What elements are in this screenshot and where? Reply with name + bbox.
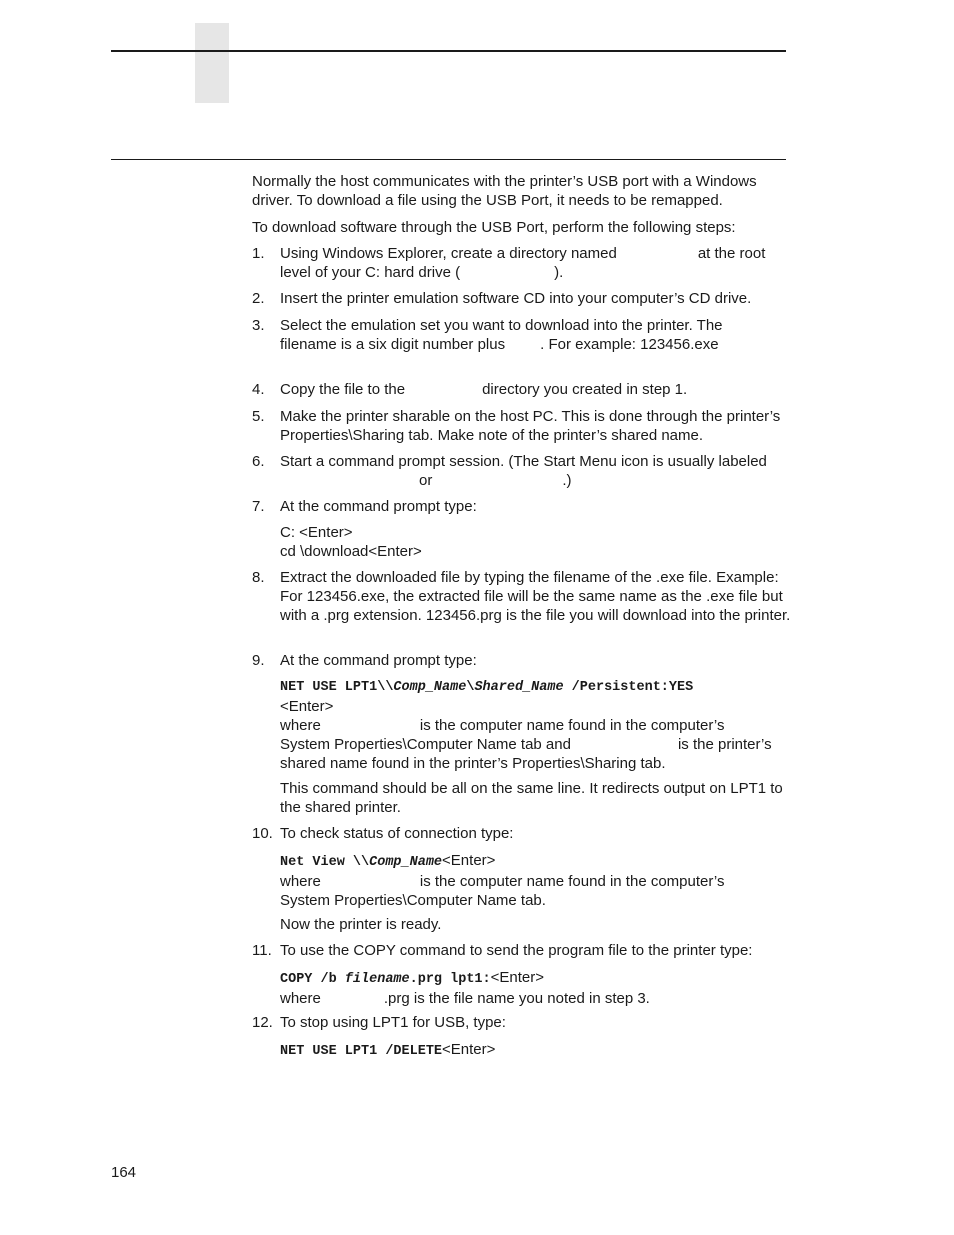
step-number: 6. (252, 453, 265, 470)
net-use-command (280, 678, 792, 697)
step-6-b: .) (562, 472, 572, 489)
step-6-a: or (419, 472, 433, 489)
cmd-filename: filename (344, 972, 410, 987)
step-1-a: Using Windows Explorer, create a directory named (280, 245, 617, 262)
where-text: is the printer’s (677, 736, 772, 753)
step-number: 7. (252, 498, 265, 515)
step-2-text: Insert the printer emulation software CD into your computer’s CD drive. (280, 290, 752, 307)
where-label: where (280, 873, 321, 890)
step-number: 4. (252, 381, 265, 398)
header-rule (111, 50, 786, 52)
step-number: 12. (252, 1014, 273, 1031)
where-text: is the computer name found in the computer’s (419, 717, 725, 734)
step-10-command (280, 851, 792, 910)
step-6-line1: Start a command prompt session. (The Start Menu icon is usually labeled (280, 453, 767, 470)
step-9-text: At the command prompt type: (280, 652, 477, 669)
step-number: 2. (252, 290, 265, 307)
step-3-a: filename is a six digit number plus (280, 336, 506, 353)
step-1-text (280, 244, 792, 282)
cmd-part: \ (466, 680, 475, 695)
copy-command (280, 972, 491, 987)
cmd-part: /Persistent:YES (563, 680, 694, 695)
step-number: 10. (252, 825, 273, 842)
step-6-text (280, 452, 792, 490)
step-7-text: At the command prompt type: (280, 498, 477, 515)
step-12-command (280, 1040, 792, 1061)
cmd-part: .prg lpt1: (409, 972, 491, 987)
step-number: 3. (252, 317, 265, 334)
step-number: 11. (252, 942, 272, 959)
enter-key-text: <Enter> (442, 1041, 496, 1058)
where-text: System Properties\Computer Name tab. (280, 892, 546, 909)
step-4-text (280, 380, 792, 399)
step-1-c: level of your C: hard drive ( (280, 264, 461, 281)
where-text: is the computer name found in the computer’s (419, 873, 725, 890)
cmd-comp-name: Comp_Name (369, 855, 443, 870)
enter-key-text: <Enter> (442, 852, 496, 869)
where-text: .prg is the file name you noted in step 3. (383, 990, 650, 1007)
ready-text: Now the printer is ready. (280, 916, 442, 933)
step-5-text: Make the printer sharable on the host PC. This is done through the printer’s Properties\Sharing tab. Make note of the printer’s shared name. (280, 408, 781, 444)
section-rule (111, 159, 786, 160)
step-number: 8. (252, 569, 265, 586)
step-number: 5. (252, 408, 265, 425)
step-4-a: Copy the file to the (280, 381, 406, 398)
step-4-b: directory you created in step 1. (482, 381, 688, 398)
step-11-text: To use the COPY command to send the program file to the printer type: (280, 942, 753, 959)
page-number: 164 (111, 1164, 137, 1181)
step-12-text: To stop using LPT1 for USB, type: (280, 1014, 506, 1031)
step-3-line1: Select the emulation set you want to download into the printer. The (280, 317, 723, 334)
cmd-part: NET USE LPT1\\ (280, 680, 394, 695)
step-3-text (280, 316, 792, 354)
enter-key-text: <Enter> (280, 698, 334, 715)
step-number: 1. (252, 245, 265, 262)
step-1-d: ). (554, 264, 564, 281)
step-11-command (280, 968, 792, 1008)
code-line: C: <Enter> (280, 524, 353, 541)
step-10-text: To check status of connection type: (280, 825, 514, 842)
cmd-part: COPY /b (280, 972, 345, 987)
cmd-comp-name: Comp_Name (393, 680, 467, 695)
step-number: 9. (252, 652, 265, 669)
where-label: where (280, 990, 321, 1007)
step-7-command (280, 523, 792, 561)
step-9-note: This command should be all on the same line. It redirects output on LPT1 to the shared printer. (280, 780, 783, 816)
where-label: where (280, 717, 321, 734)
code-line: cd \download<Enter> (280, 543, 422, 560)
intro-paragraph: Normally the host communicates with the printer’s USB port with a Windows driver. To download a file using the USB Port, it needs to be remapped. (252, 173, 757, 209)
chapter-tab (195, 23, 229, 103)
cmd-shared-name: Shared_Name (474, 680, 564, 695)
step-1-b: at the root (697, 245, 766, 262)
step-3-b: . For example: 123456.exe (540, 336, 719, 353)
intro-steps-lead: To download software through the USB Port, perform the following steps: (252, 219, 736, 236)
step-9-command (280, 678, 792, 773)
step-8-text: Extract the downloaded file by typing the filename of the .exe file. Example: For 123456.exe, the extracted file will be the same name as the .exe file but with a .prg extension. 123456.prg is the file you will download into the printer. (280, 569, 791, 624)
where-text: shared name found in the printer’s Properties\Sharing tab. (280, 755, 666, 772)
enter-key-text: <Enter> (490, 969, 545, 986)
net-view-command (280, 855, 442, 870)
cmd-part: Net View \\ (280, 855, 370, 870)
net-use-delete-command: NET USE LPT1 /DELETE (280, 1044, 443, 1059)
where-text: System Properties\Computer Name tab and (280, 736, 571, 753)
